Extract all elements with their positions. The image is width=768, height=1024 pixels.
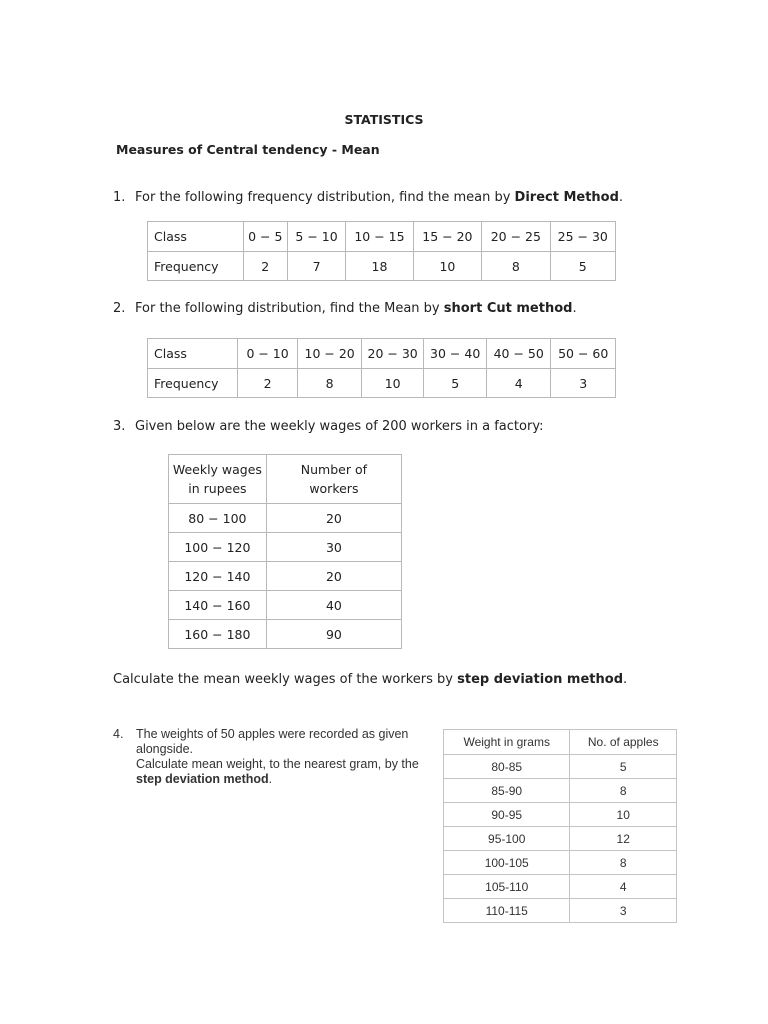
table-row bbox=[444, 851, 677, 875]
question-4-end: . bbox=[268, 772, 273, 786]
count-cell: 10 bbox=[570, 803, 677, 827]
count-cell: 3 bbox=[570, 899, 677, 923]
table-row bbox=[169, 533, 402, 562]
followup-text: Calculate the mean weekly wages of the workers by bbox=[113, 672, 458, 687]
table-header-row bbox=[169, 455, 402, 504]
question-2-method: short Cut method bbox=[443, 301, 573, 316]
wage-cell: 100 − 120 bbox=[169, 533, 267, 562]
class-cell: 15 − 20 bbox=[413, 222, 481, 252]
question-4-line-4 bbox=[136, 772, 436, 787]
question-2-number: 2. bbox=[113, 301, 126, 316]
workers-cell: 20 bbox=[266, 562, 401, 591]
frequency-cell: 3 bbox=[551, 369, 616, 398]
question-3-followup bbox=[113, 672, 627, 687]
table-row bbox=[169, 562, 402, 591]
question-4-line-2: alongside. bbox=[136, 742, 193, 756]
header-cell: Weight in grams bbox=[444, 730, 570, 755]
question-4-number: 4. bbox=[113, 727, 124, 741]
header-cell: Number of workers bbox=[266, 455, 401, 504]
table-row bbox=[444, 827, 677, 851]
weight-cell: 110-115 bbox=[444, 899, 570, 923]
table-row bbox=[148, 339, 616, 369]
weight-cell: 85-90 bbox=[444, 779, 570, 803]
question-1-end: . bbox=[618, 190, 624, 205]
question-2-text: For the following distribution, find the Mean by bbox=[135, 301, 444, 316]
class-cell: 10 − 20 bbox=[298, 339, 362, 369]
table-row bbox=[444, 875, 677, 899]
frequency-cell: 8 bbox=[298, 369, 362, 398]
row-label: Class bbox=[148, 339, 238, 369]
weight-cell: 100-105 bbox=[444, 851, 570, 875]
workers-cell: 40 bbox=[266, 591, 401, 620]
question-3 bbox=[113, 419, 543, 434]
class-cell: 40 − 50 bbox=[486, 339, 551, 369]
row-label: Frequency bbox=[148, 252, 244, 281]
frequency-cell: 7 bbox=[287, 252, 345, 281]
frequency-cell: 2 bbox=[237, 369, 298, 398]
class-cell: 20 − 25 bbox=[482, 222, 550, 252]
frequency-cell: 10 bbox=[361, 369, 424, 398]
question-3-number: 3. bbox=[113, 419, 126, 434]
count-cell: 12 bbox=[570, 827, 677, 851]
wage-cell: 120 − 140 bbox=[169, 562, 267, 591]
question-4-line-1: The weights of 50 apples were recorded as given bbox=[136, 727, 409, 741]
table-row bbox=[169, 504, 402, 533]
table-row bbox=[148, 222, 616, 252]
weight-cell: 90-95 bbox=[444, 803, 570, 827]
question-1-method: Direct Method bbox=[514, 190, 619, 205]
table-row bbox=[444, 803, 677, 827]
q4-table bbox=[443, 729, 677, 923]
table-row bbox=[148, 252, 616, 281]
question-4-method: step deviation method bbox=[136, 772, 269, 786]
q3-table bbox=[168, 454, 402, 649]
followup-method: step deviation method bbox=[457, 672, 624, 687]
workers-cell: 30 bbox=[266, 533, 401, 562]
frequency-cell: 10 bbox=[413, 252, 481, 281]
table-header-row bbox=[444, 730, 677, 755]
frequency-cell: 5 bbox=[550, 252, 615, 281]
subtitle bbox=[116, 142, 380, 157]
frequency-cell: 8 bbox=[482, 252, 550, 281]
workers-cell: 90 bbox=[266, 620, 401, 649]
count-cell: 8 bbox=[570, 851, 677, 875]
question-4-line-3: Calculate mean weight, to the nearest gram, by the bbox=[136, 757, 419, 771]
count-cell: 4 bbox=[570, 875, 677, 899]
header-cell: Weekly wages in rupees bbox=[169, 455, 267, 504]
table-row bbox=[148, 369, 616, 398]
class-cell: 25 − 30 bbox=[550, 222, 615, 252]
weight-cell: 105-110 bbox=[444, 875, 570, 899]
weight-cell: 95-100 bbox=[444, 827, 570, 851]
class-cell: 20 − 30 bbox=[361, 339, 424, 369]
page-title: STATISTICS bbox=[344, 112, 424, 127]
question-1-number: 1. bbox=[113, 190, 126, 205]
wage-cell: 80 − 100 bbox=[169, 504, 267, 533]
class-cell: 5 − 10 bbox=[287, 222, 345, 252]
row-label: Class bbox=[148, 222, 244, 252]
table-row bbox=[169, 620, 402, 649]
subtitle-text: Measures of Central tendency - bbox=[116, 142, 342, 157]
q1-table bbox=[147, 221, 616, 281]
class-cell: 10 − 15 bbox=[346, 222, 413, 252]
table-row bbox=[444, 899, 677, 923]
frequency-cell: 5 bbox=[424, 369, 487, 398]
question-2 bbox=[113, 301, 577, 316]
frequency-cell: 2 bbox=[243, 252, 287, 281]
table-row bbox=[444, 779, 677, 803]
question-1-text: For the following frequency distribution, find the mean by bbox=[135, 190, 515, 205]
class-cell: 0 − 5 bbox=[243, 222, 287, 252]
subtitle-bold: Mean bbox=[341, 142, 380, 157]
frequency-cell: 4 bbox=[486, 369, 551, 398]
count-cell: 5 bbox=[570, 755, 677, 779]
class-cell: 30 − 40 bbox=[424, 339, 487, 369]
q2-table bbox=[147, 338, 616, 398]
class-cell: 50 − 60 bbox=[551, 339, 616, 369]
count-cell: 8 bbox=[570, 779, 677, 803]
table-row bbox=[169, 591, 402, 620]
header-cell: No. of apples bbox=[570, 730, 677, 755]
row-label: Frequency bbox=[148, 369, 238, 398]
wage-cell: 140 − 160 bbox=[169, 591, 267, 620]
question-4 bbox=[136, 727, 436, 787]
question-2-end: . bbox=[572, 301, 577, 316]
wage-cell: 160 − 180 bbox=[169, 620, 267, 649]
weight-cell: 80-85 bbox=[444, 755, 570, 779]
question-1 bbox=[113, 190, 623, 205]
frequency-cell: 18 bbox=[346, 252, 413, 281]
table-row bbox=[444, 755, 677, 779]
workers-cell: 20 bbox=[266, 504, 401, 533]
class-cell: 0 − 10 bbox=[237, 339, 298, 369]
question-3-text: Given below are the weekly wages of 200 workers in a factory: bbox=[135, 419, 544, 434]
followup-end: . bbox=[623, 672, 628, 687]
